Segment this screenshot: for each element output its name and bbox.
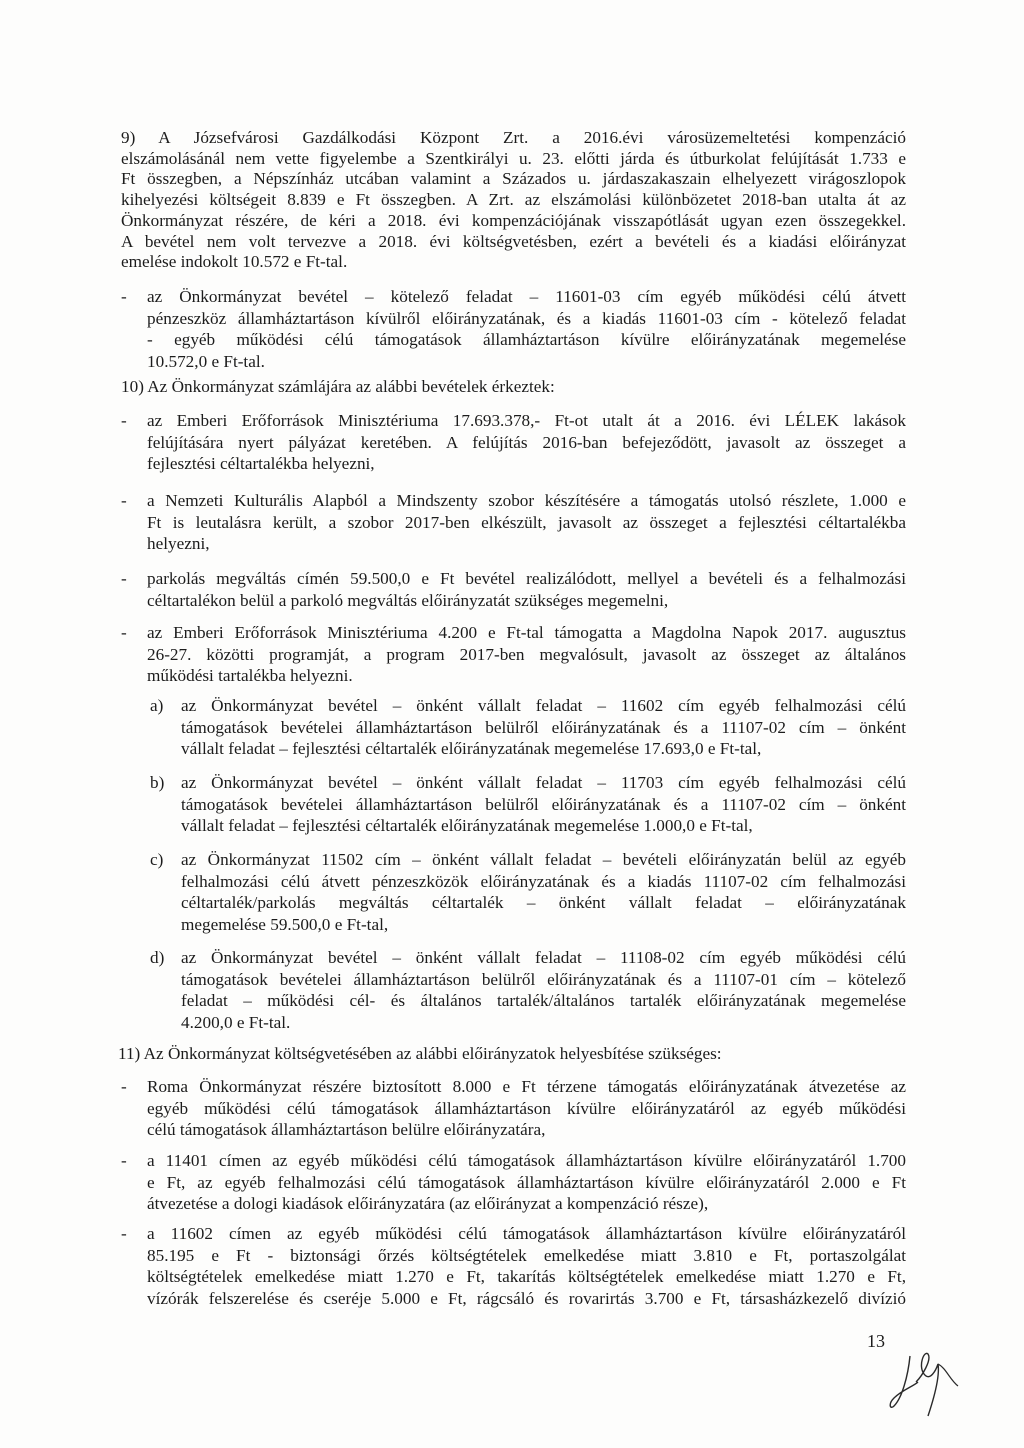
item-label: b) — [150, 773, 165, 792]
text-line: felújítására nyert pályázat keretében. A felújítás 2016-ban befejeződött, javasolt az összeget a — [147, 432, 906, 452]
text-line: Ft is leutalásra került, a szobor 2017-ben elkészült, javasolt az összeget a fejlesztési céltartalékba — [147, 512, 906, 532]
text-line: felhalmozási célú átvett pénzeszközök előirányzatának és a kiadás 11107-02 cím felhalmozási — [181, 871, 906, 891]
text-line: feladat – működési cél- és általános tartalék/általános tartalék előirányzatának megemelése — [181, 991, 906, 1010]
text-line: egyéb működési célú támogatások államháztartáson kívülre előirányzatáról az egyéb működési — [147, 1098, 906, 1118]
text-line: parkolás megváltás címén 59.500,0 e Ft bevétel realizálódott, mellyel a bevételi és a felhalmozási — [147, 569, 906, 588]
text-line: vállalt feladat – fejlesztési céltartalék előirányzatának megemelése 1.000,0 e Ft-tal, — [181, 816, 753, 835]
text-line: az Emberi Erőforrások Minisztériuma 17.693.378,- Ft-ot utalt át a 2016. évi LÉLEK lakások — [147, 411, 906, 430]
text-line: elszámolásánál nem vette figyelembe a Szentkirályi u. 23. előtti járda és útburkolat felújítását 1.733 e — [121, 148, 906, 168]
text-line: az Önkormányzat bevétel – kötelező feladat – 11601-03 cím egyéb működési célú átvett — [147, 287, 906, 306]
text-line: az Önkormányzat 11502 cím – önként vállalt feladat – bevételi előirányzatán belül az egyéb — [181, 850, 906, 869]
heading-text: 10) Az Önkormányzat számlájára az alábbi bevételek érkeztek: — [121, 377, 555, 396]
text-line: támogatások bevételei államháztartáson belülről előirányzatának és a 11107-01 cím – kötelező — [181, 969, 906, 989]
page-number: 13 — [867, 1331, 885, 1351]
text-line: fejlesztési céltartalékba helyezni, — [147, 454, 375, 473]
dash-marker: - — [121, 623, 127, 642]
text-line: 10.572,0 e Ft-tal. — [147, 351, 265, 371]
text-line: Ft összegben, a Népszínház utcában valamint a Százados u. járdaszakaszain elhelyezett virágoszlopok — [121, 169, 906, 189]
text-line: az Önkormányzat bevétel – önként vállalt feladat – 11602 cím egyéb felhalmozási célú — [181, 696, 906, 715]
text-line: 26-27. közötti programját, a program 2017-ben megvalósult, javasolt az összeget az általános — [147, 644, 906, 664]
text-line: Roma Önkormányzat részére biztosított 8.000 e Ft térzene támogatás előirányzatának átvezetése az — [147, 1077, 906, 1096]
section-9 — [121, 128, 906, 273]
text-line: emelése indokolt 10.572 e Ft-tal. — [121, 252, 348, 272]
text-line: költségtételek emelkedése miatt 1.270 e Ft, takarítás költségtételek emelkedése miatt 1.270 e Ft, — [147, 1267, 906, 1286]
text-line: helyezni, — [147, 534, 210, 553]
dash-marker: - — [121, 1224, 127, 1243]
text-line: a 11401 címen az egyéb működési célú támogatások államháztartáson kívülre előirányzatáról 1.700 — [147, 1151, 906, 1170]
text-line: vízórák felszerelése és cseréje 5.000 e Ft, rágcsáló és rovarirtás 3.700 e Ft, társasházkezelő divízió — [147, 1288, 906, 1308]
dash-marker: - — [121, 569, 127, 588]
text-line: működési tartalékba helyezni. — [147, 666, 353, 685]
text-line: vállalt feladat – fejlesztési céltartalék előirányzatának megemelése 17.693,0 e Ft-tal, — [181, 739, 762, 758]
dash-marker: - — [121, 411, 127, 430]
dash-marker: - — [121, 491, 127, 510]
text-line: céltartalékon belül a parkoló megváltás előirányzatát szükséges megemelni, — [147, 590, 669, 610]
section-11-heading — [118, 1043, 906, 1065]
text-line: Önkormányzat részére, de kéri a 2018. évi kompenzációjának visszapótlását ugyan ezen összegekkel. — [121, 210, 906, 230]
text-line: támogatások bevételei államháztartáson belülről előirányzatának és a 11107-02 cím – önként — [181, 794, 906, 814]
text-line: 9) A Józsefvárosi Gazdálkodási Központ Zrt. a 2016.évi városüzemeltetési kompenzáció — [121, 128, 906, 147]
item-label: a) — [150, 696, 164, 715]
text-line: - egyéb működési célú támogatások államháztartáson kívülre előirányzatának megemelése — [147, 330, 906, 349]
text-line: az Emberi Erőforrások Minisztériuma 4.200 e Ft-tal támogatta a Magdolna Napok 2017. augusztus — [147, 623, 906, 642]
text-line: e Ft, az egyéb felhalmozási célú támogatások államháztartáson kívülre előirányzatáról 2.000 e Ft — [147, 1172, 906, 1192]
text-line: céltartalék/parkolás megváltás céltartalék – önként vállalt feladat – előirányzatának — [181, 893, 906, 912]
text-line: 85.195 e Ft - biztonsági őrzés költségtételek emelkedése miatt 3.810 e Ft, portaszolgálat — [147, 1245, 906, 1265]
text-line: pénzeszköz államháztartáson kívülről előirányzatának, és a kiadás 11601-03 cím - kötelező feladat — [147, 308, 906, 328]
text-line: 4.200,0 e Ft-tal. — [181, 1012, 291, 1032]
text-line: megemelése 59.500,0 e Ft-tal, — [181, 914, 389, 934]
item-label: c) — [150, 850, 164, 869]
section-10-heading — [121, 376, 906, 398]
text-line: az Önkormányzat bevétel – önként vállalt feladat – 11703 cím egyéb felhalmozási célú — [181, 773, 906, 792]
text-line: a 11602 címen az egyéb működési célú támogatások államháztartáson kívülre előirányzatáról — [147, 1224, 906, 1243]
heading-text: 11) Az Önkormányzat költségvetésében az alábbi előirányzatok helyesbítése szükséges: — [118, 1044, 722, 1063]
handwritten-initials-signature — [888, 1346, 968, 1426]
text-line: az Önkormányzat bevétel – önként vállalt feladat – 11108-02 cím egyéb működési célú — [181, 948, 906, 967]
dash-marker: - — [121, 1151, 127, 1170]
text-line: célú támogatások államháztartáson belülre előirányzatára, — [147, 1120, 546, 1139]
text-line: átvezetése a dologi kiadások előirányzatára (az előirányzat a kompenzáció része), — [147, 1194, 709, 1213]
dash-marker: - — [121, 1077, 127, 1096]
dash-marker: - — [121, 287, 127, 306]
text-line: A bevétel nem volt tervezve a 2018. évi költségvetésben, ezért a bevételi és a kiadási előirányzat — [121, 231, 906, 251]
text-line: kihelyezési költségeit 8.839 e Ft összegben. A Zrt. az elszámolási különbözetet 2018-ban utalta át az — [121, 190, 906, 210]
text-line: támogatások bevételei államháztartáson belülről előirányzatának és a 11107-02 cím – önként — [181, 717, 906, 737]
item-label: d) — [150, 948, 165, 967]
text-line: a Nemzeti Kulturális Alapból a Mindszenty szobor készítésére a támogatás utolsó részlete, 1.000 e — [147, 491, 906, 510]
